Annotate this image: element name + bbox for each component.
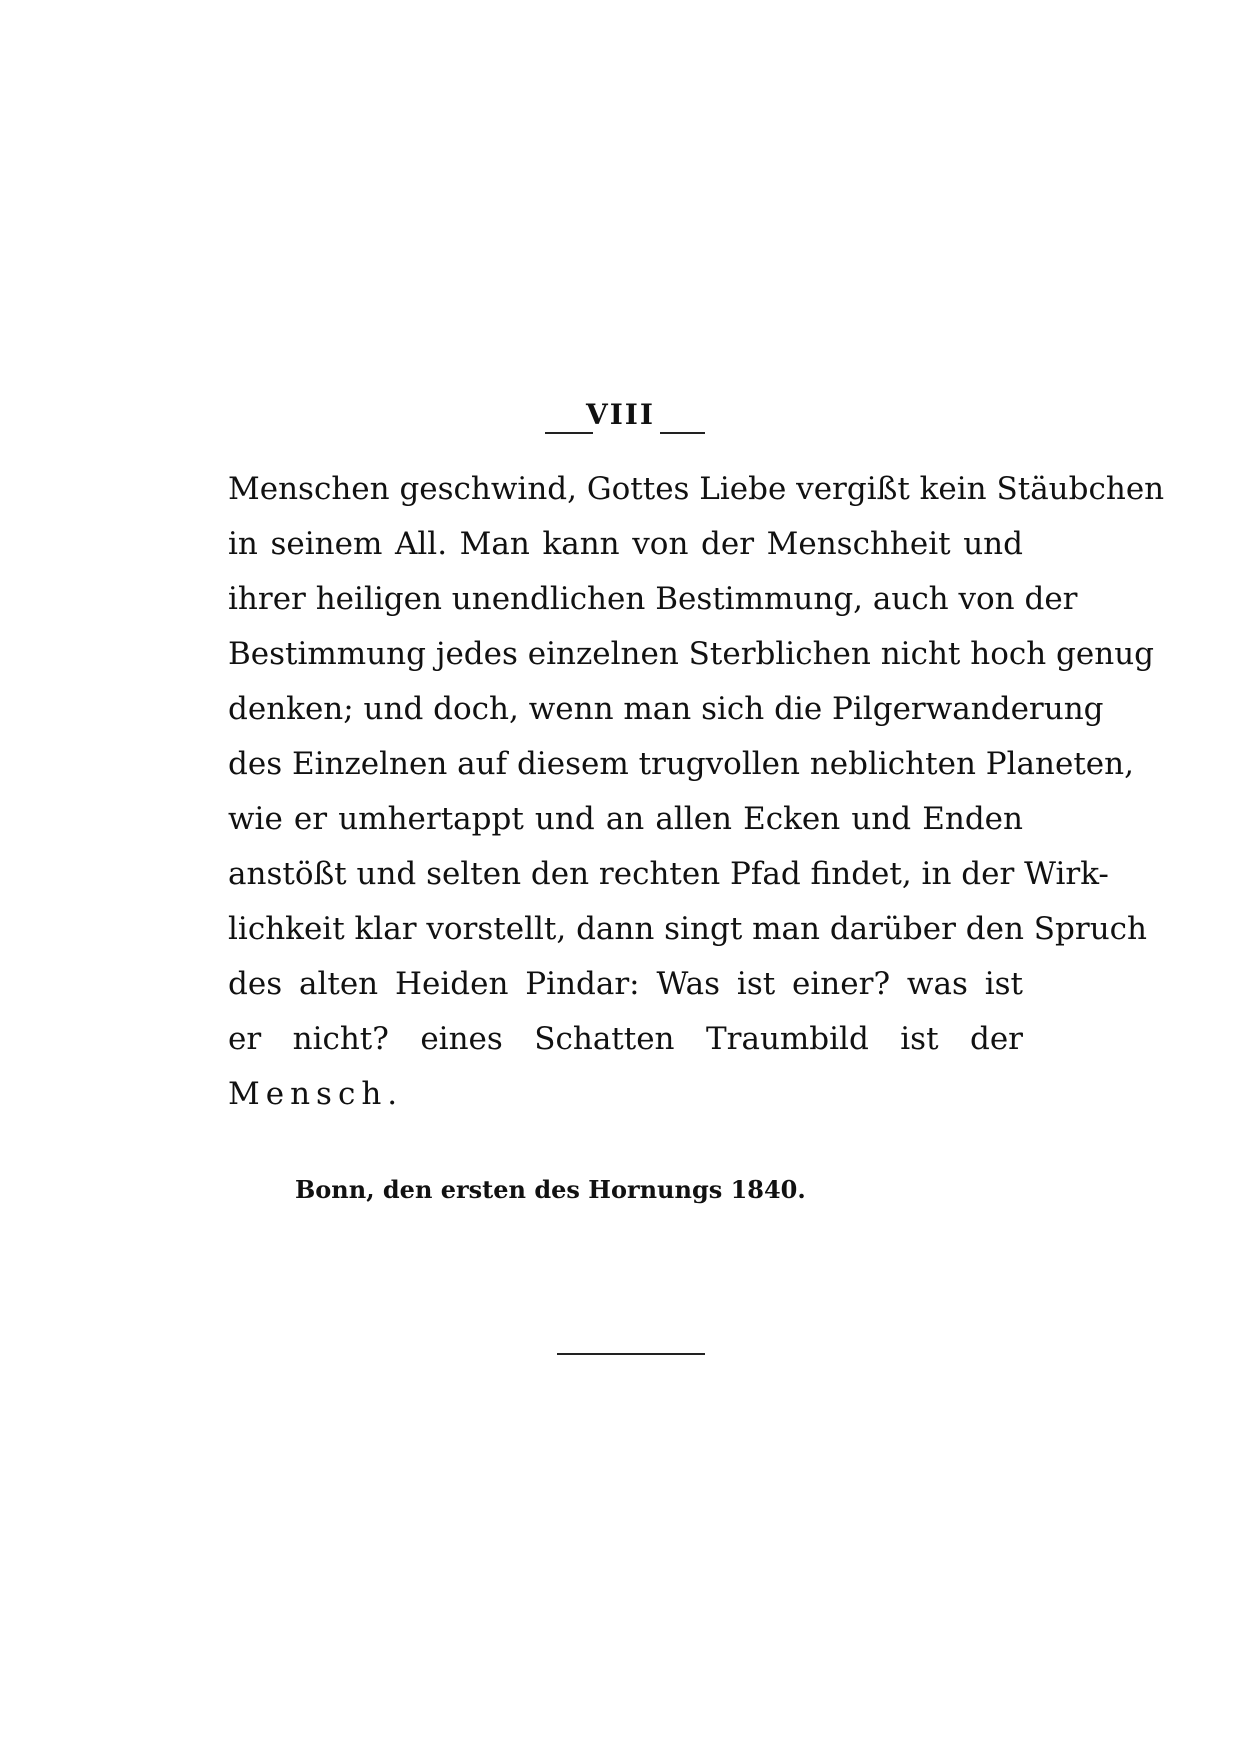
text-line: wie er umhertappt und an allen Ecken und Enden — [228, 801, 1023, 837]
text-line: in seinem All. Man kann von der Menschheit und — [228, 526, 1023, 562]
text-line: des alten Heiden Pindar: Was ist einer? was ist — [228, 966, 1023, 1002]
text-line: Menschen geschwind, Gottes Liebe vergißt kein Stäubchen — [228, 471, 1165, 507]
text-line: ihrer heiligen unendlichen Bestimmung, auch von der — [228, 581, 1078, 617]
header-rule-left — [545, 432, 593, 434]
text-line: des Einzelnen auf diesem trugvollen neblichten Planeten, — [228, 746, 1134, 782]
body-paragraph — [228, 462, 1165, 1122]
text-line: Mensch. — [228, 1076, 404, 1112]
text-line: lichkeit klar vorstellt, dann singt man darüber den Spruch — [228, 911, 1147, 947]
text-line: anstößt und selten den rechten Pfad findet, in der Wirk- — [228, 856, 1109, 892]
text-line: denken; und doch, wenn man sich die Pilgerwanderung — [228, 691, 1104, 727]
end-rule — [557, 1353, 705, 1355]
page-number: VIII — [585, 398, 656, 431]
header-rule-right — [660, 432, 705, 434]
text-line: er nicht? eines Schatten Traumbild ist der — [228, 1021, 1023, 1057]
signature-line: Bonn, den ersten des Hornungs 1840. — [295, 1175, 806, 1204]
text-line: Bestimmung jedes einzelnen Sterblichen nicht hoch genug — [228, 636, 1155, 672]
